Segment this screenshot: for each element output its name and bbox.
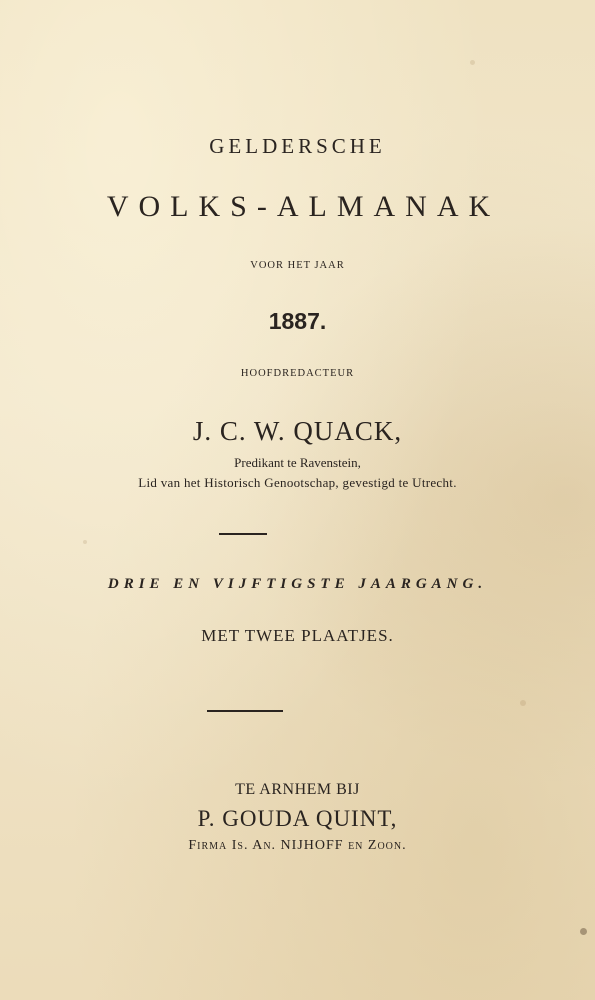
editor-affiliation: Lid van het Historisch Genootschap, gevestigd te Utrecht. <box>138 475 457 490</box>
editor-role: HOOFDREDACTEUR <box>240 368 355 379</box>
publisher-name: P. GOUDA QUINT, <box>197 806 398 831</box>
divider-rule <box>207 710 283 712</box>
paper-foxing-spot <box>520 700 526 706</box>
divider-rule <box>219 533 267 535</box>
imprint-place: TE ARNHEM BIJ <box>235 781 360 798</box>
paper-foxing-spot <box>580 928 587 935</box>
title-line-voor-het-jaar: VOOR HET JAAR <box>250 260 345 271</box>
editor-title: Predikant te Ravenstein, <box>234 455 361 470</box>
paper-foxing-spot <box>470 60 475 65</box>
title-line-volks-almanak: VOLKS-ALMANAK <box>106 190 501 223</box>
plates-line: MET TWEE PLAATJES. <box>201 626 394 645</box>
title-line-gelderse: GELDERSCHE <box>209 134 386 158</box>
volume-line: DRIE EN VIJFTIGSTE JAARGANG. <box>107 576 488 592</box>
publisher-firm: Firma Is. An. NIJHOFF en Zoon. <box>188 838 407 853</box>
editor-name: J. C. W. QUACK, <box>192 416 403 446</box>
title-year: 1887. <box>268 308 327 334</box>
paper-foxing-spot <box>83 540 87 544</box>
